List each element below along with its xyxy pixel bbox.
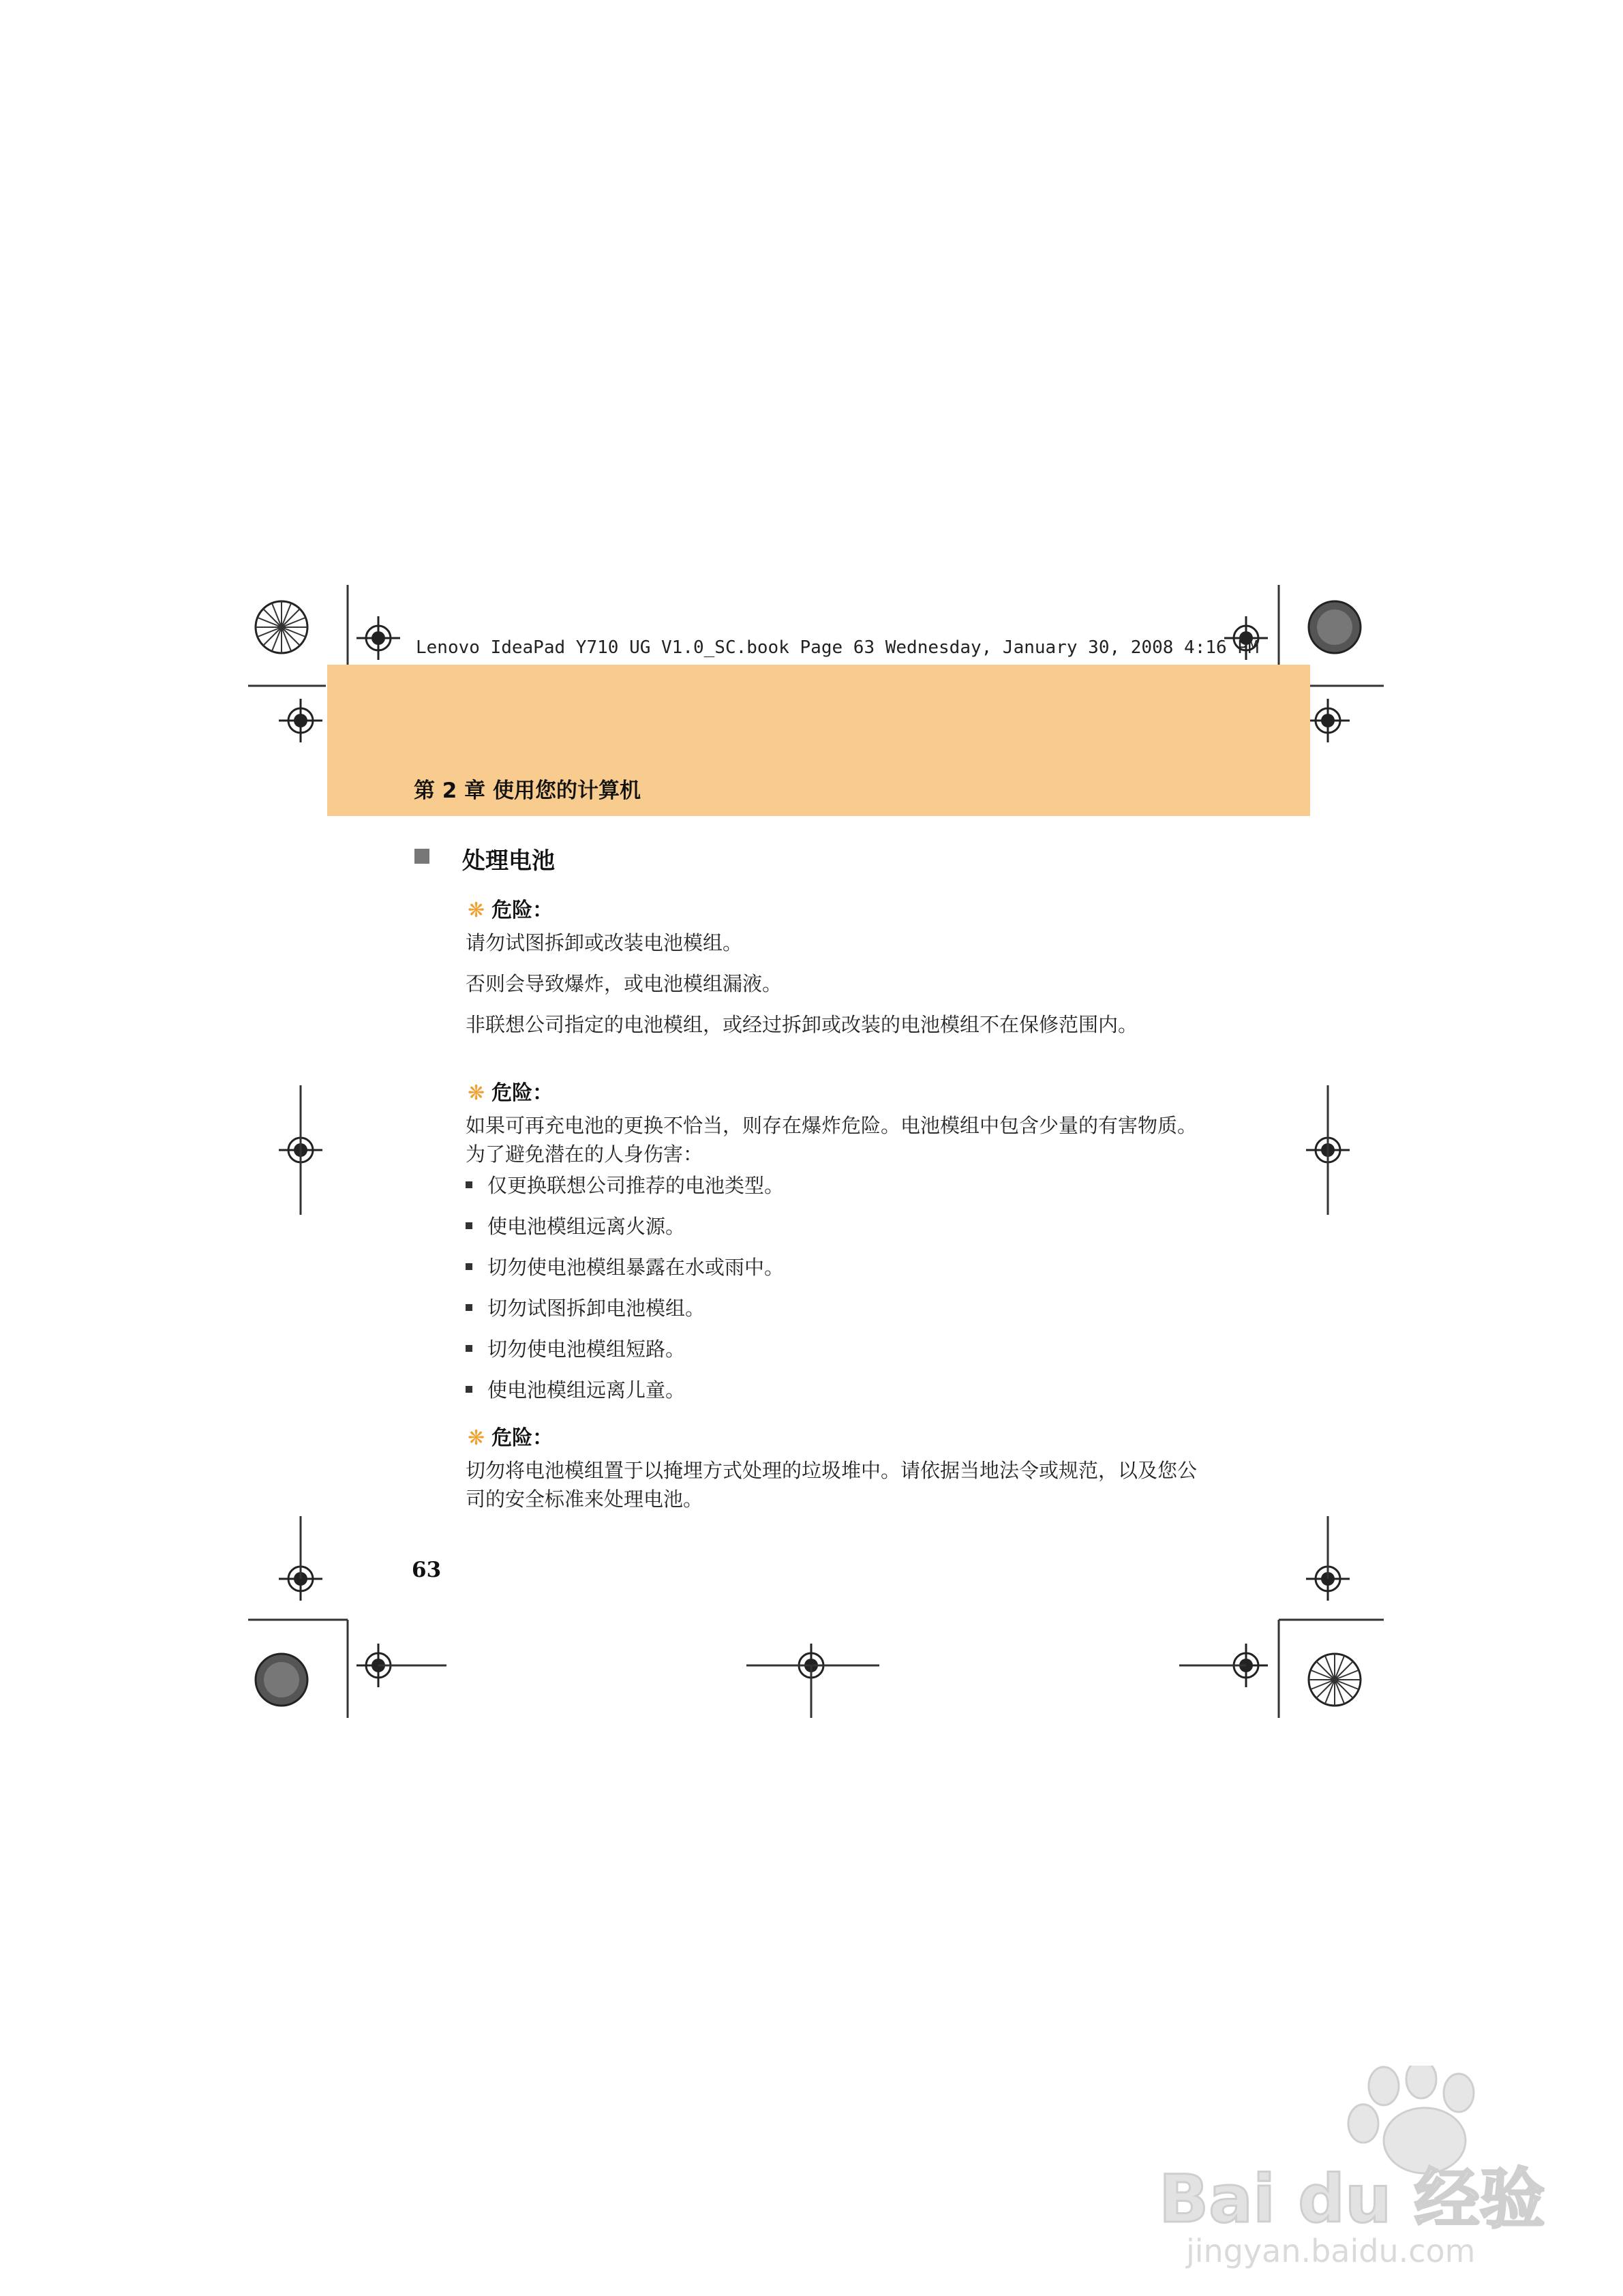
- section-title: 处理电池: [462, 847, 555, 875]
- danger-heading: [468, 1076, 553, 1106]
- bullet-icon: [466, 1345, 472, 1352]
- bullet-icon: [466, 1222, 472, 1229]
- page-number: 63: [412, 1558, 442, 1582]
- bullet-icon: [466, 1181, 472, 1188]
- list-item: 仅更换联想公司推荐的电池类型。: [466, 1171, 1215, 1200]
- paragraph: 否则会导致爆炸，或电池模组漏液。: [466, 972, 783, 995]
- dark-disc-mark-icon: [256, 1654, 307, 1706]
- danger-heading: [468, 1421, 553, 1451]
- paragraph: 非联想公司指定的电池模组，或经过拆卸或改装的电池模组不在保修范围内。: [466, 1013, 1138, 1036]
- watermark-brand: Bai du 经验: [1159, 2161, 1545, 2237]
- list-item: 使电池模组远离火源。: [466, 1212, 1215, 1241]
- bullet-icon: [466, 1386, 472, 1393]
- warning-burst-icon: ❋: [468, 1081, 485, 1105]
- sunburst-mark-icon: [1309, 1654, 1361, 1706]
- paragraph: 如果可再充电池的更换不恰当，则存在爆炸危险。电池模组中包含少量的有害物质。为了避免潜在的人身伤害：: [466, 1114, 1198, 1166]
- registration-mark-icon: [1306, 699, 1350, 742]
- sunburst-mark-icon: [256, 601, 307, 653]
- book-meta-line: Lenovo IdeaPad Y710 UG V1.0_SC.book Page 63 Wednesday, January 30, 2008 4:16 PM: [416, 637, 1259, 658]
- registration-mark-icon: [357, 616, 400, 660]
- bullet-icon: [466, 1304, 472, 1311]
- list-item: 使电池模组远离儿童。: [466, 1376, 1215, 1404]
- paragraph: 请勿试图拆卸或改装电池模组。: [466, 931, 743, 954]
- registration-mark-icon: [279, 699, 322, 742]
- danger-label: 危险：: [491, 1081, 553, 1105]
- baidu-watermark: [1159, 2066, 1545, 2270]
- watermark-url: jingyan.baidu.com: [1186, 2233, 1476, 2269]
- list-item: 切勿试图拆卸电池模组。: [466, 1294, 1215, 1323]
- section-marker-icon: [414, 849, 429, 864]
- warning-burst-icon: ❋: [468, 898, 485, 922]
- danger-label: 危险：: [491, 1426, 553, 1450]
- danger-heading: [468, 893, 553, 923]
- list-item: 切勿使电池模组短路。: [466, 1335, 1215, 1363]
- warning-burst-icon: ❋: [468, 1426, 485, 1450]
- list-item: 切勿使电池模组暴露在水或雨中。: [466, 1253, 1215, 1282]
- chapter-title: 第 2 章 使用您的计算机: [414, 779, 641, 803]
- paragraph: 切勿将电池模组置于以掩埋方式处理的垃圾堆中。请依据当地法令或规范，以及您公司的安全标准来处理电池。: [466, 1459, 1198, 1511]
- bullet-icon: [466, 1263, 472, 1270]
- dark-disc-mark-icon: [1309, 601, 1361, 653]
- danger-label: 危险：: [491, 898, 553, 922]
